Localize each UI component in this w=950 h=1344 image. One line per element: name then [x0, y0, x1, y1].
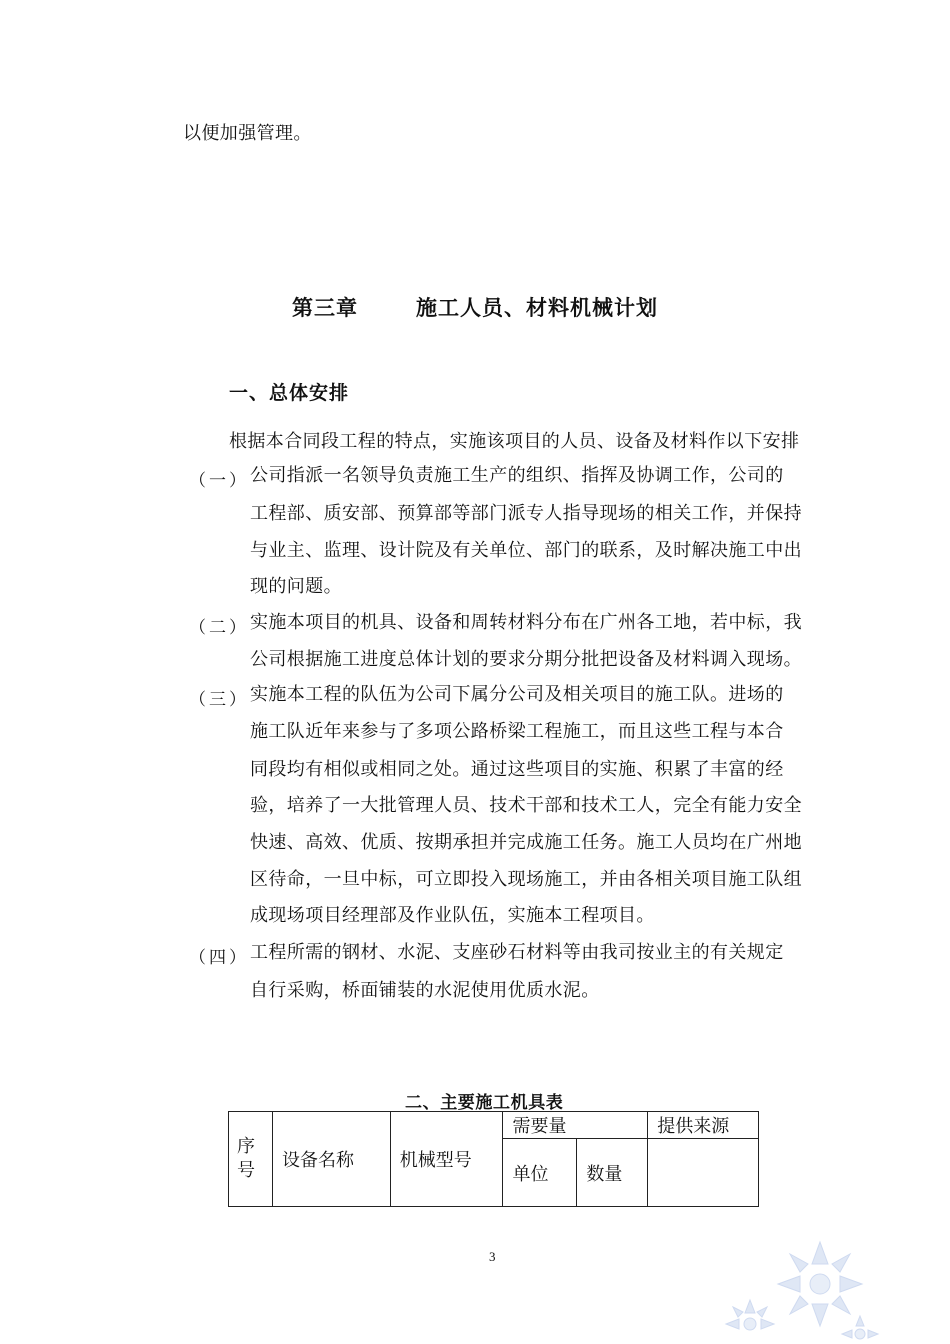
item-1-line: 公司指派一名领导负责施工生产的组织、指挥及协调工作，公司的: [250, 465, 784, 486]
header-cell-seq: [229, 1112, 273, 1207]
header-seq-line2: 号: [237, 1160, 255, 1181]
item-3-line: 区待命，一旦中标，可立即投入现场施工，并由各相关项目施工队组: [250, 869, 802, 890]
item-3-line: 成现场项目经理部及作业队伍，实施本工程项目。: [250, 905, 655, 926]
item-3-line: 实施本工程的队伍为公司下属分公司及相关项目的施工队。进场的: [250, 684, 784, 705]
item-3-line: 验，培养了一大批管理人员、技术干部和技术工人，完全有能力安全: [250, 795, 802, 816]
item-number-3: （三）: [189, 690, 249, 710]
item-2-line: 实施本项目的机具、设备和周转材料分布在广州各工地，若中标，我: [250, 612, 802, 633]
header-cell-required-amount: 需要量: [503, 1112, 648, 1139]
header-cell-equipment-name: 设备名称: [272, 1112, 390, 1207]
header-cell-unit: 单位: [503, 1139, 577, 1207]
item-number-2: （二）: [189, 618, 249, 638]
header-seq-line1: 序: [237, 1136, 255, 1157]
item-4-line: 自行采购，桥面铺装的水泥使用优质水泥。: [250, 980, 600, 1001]
header-cell-source: 提供来源: [648, 1112, 759, 1139]
chapter-number: 第三章: [292, 296, 358, 320]
item-1-line: 现的问题。: [250, 576, 342, 597]
header-cell-source-empty: [648, 1139, 759, 1207]
item-3-line: 施工队近年来参与了多项公路桥梁工程施工，而且这些工程与本合: [250, 721, 784, 742]
equipment-table: [228, 1111, 759, 1207]
header-cell-quantity: 数量: [577, 1139, 648, 1207]
table-title: 二、主要施工机具表: [405, 1093, 564, 1113]
item-4-line: 工程所需的钢材、水泥、支座砂石材料等由我司按业主的有关规定: [250, 942, 784, 963]
item-3-line: 同段均有相似或相同之处。通过这些项目的实施、积累了丰富的经: [250, 759, 784, 780]
item-2-line: 公司根据施工进度总体计划的要求分期分批把设备及材料调入现场。: [250, 649, 802, 670]
item-1-line: 工程部、质安部、预算部等部门派专人指导现场的相关工作，并保持: [250, 503, 802, 524]
header-cell-machine-model: 机械型号: [390, 1112, 503, 1207]
page-number: 3: [489, 1249, 496, 1264]
continuation-text: 以便加强管理。: [183, 123, 312, 144]
snowflake-watermark-icon: [710, 1234, 890, 1344]
item-number-4: （四）: [189, 948, 249, 968]
item-1-line: 与业主、监理、设计院及有关单位、部门的联系，及时解决施工中出: [250, 540, 802, 561]
item-number-1: （一）: [189, 471, 249, 491]
intro-paragraph: 根据本合同段工程的特点，实施该项目的人员、设备及材料作以下安排: [229, 431, 800, 452]
chapter-title: 施工人员、材料机械计划: [416, 296, 658, 320]
section-title-overall-arrangement: 一、总体安排: [229, 382, 350, 404]
item-3-line: 快速、高效、优质、按期承担并完成施工任务。施工人员均在广州地: [250, 832, 802, 853]
